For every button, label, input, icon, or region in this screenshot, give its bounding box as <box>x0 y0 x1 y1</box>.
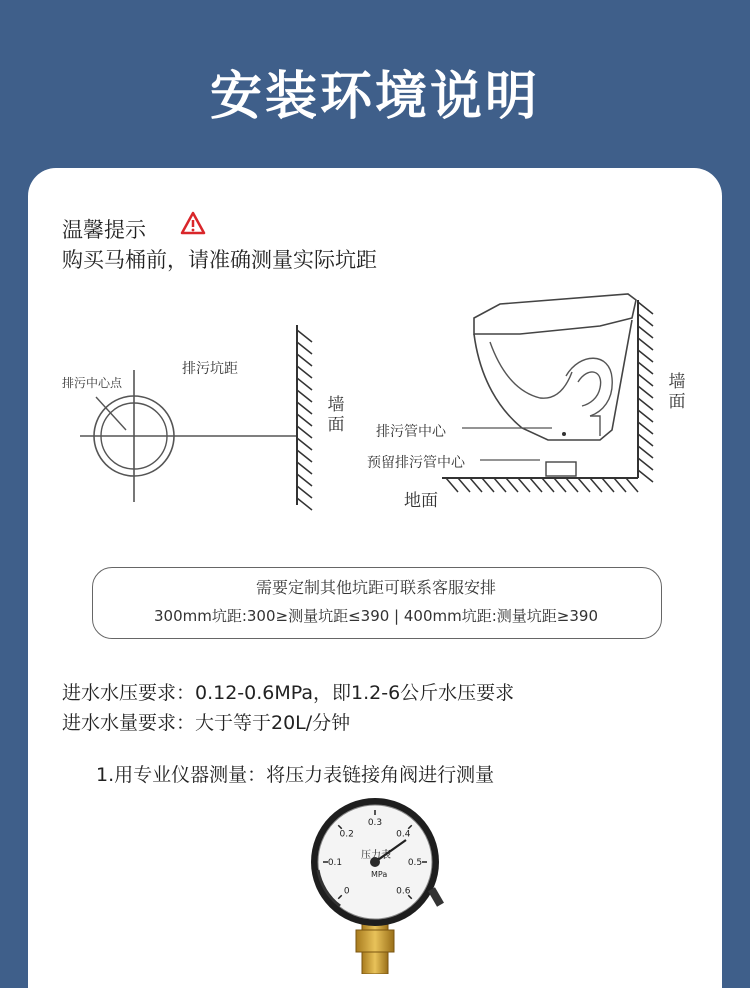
notice-line-1: 需要定制其他坑距可联系客服安排 <box>255 578 496 597</box>
wall-label-left: 墙面 <box>327 395 345 435</box>
reserved-pipe-label: 预留排污管中心 <box>367 455 465 471</box>
pipe-center-label: 排污管中心 <box>376 424 446 440</box>
flow-requirement: 进水水量要求：大于等于20L/分钟 <box>62 712 351 734</box>
gauge-tick-label: 0 <box>343 886 350 897</box>
tip-message: 购买马桶前，请准确测量实际坑距 <box>62 248 377 272</box>
gauge-tick-label: 0.4 <box>396 829 411 840</box>
ground-label: 地面 <box>404 491 438 511</box>
pressure-requirement: 进水水压要求：0.12-0.6MPa，即1.2-6公斤水压要求 <box>62 682 515 704</box>
notice-line-2: 300mm坑距:300≥测量坑距≤390 | 400mm坑距:测量坑距≥390 <box>153 607 598 625</box>
gauge-unit: MPa <box>371 870 388 879</box>
tip-title: 温馨提示 <box>62 218 146 242</box>
step-1-text: 1.用专业仪器测量：将压力表链接角阀进行测量 <box>96 764 495 786</box>
sewage-center-label: 排污中心点 <box>62 376 123 390</box>
gauge-tick-label: 0.2 <box>339 829 354 840</box>
gauge-tick-label: 0.5 <box>407 858 423 868</box>
wall-label-right: 墙面 <box>668 372 686 412</box>
gauge-tick-label: 0.6 <box>396 886 411 897</box>
gauge-tick-label: 0.1 <box>327 858 343 868</box>
page-title: 安装环境说明 <box>209 67 540 127</box>
gauge-name: 压力表 <box>361 850 391 861</box>
gauge-tick-label: 0.3 <box>367 818 383 828</box>
pit-distance-label: 排污坑距 <box>182 361 238 377</box>
